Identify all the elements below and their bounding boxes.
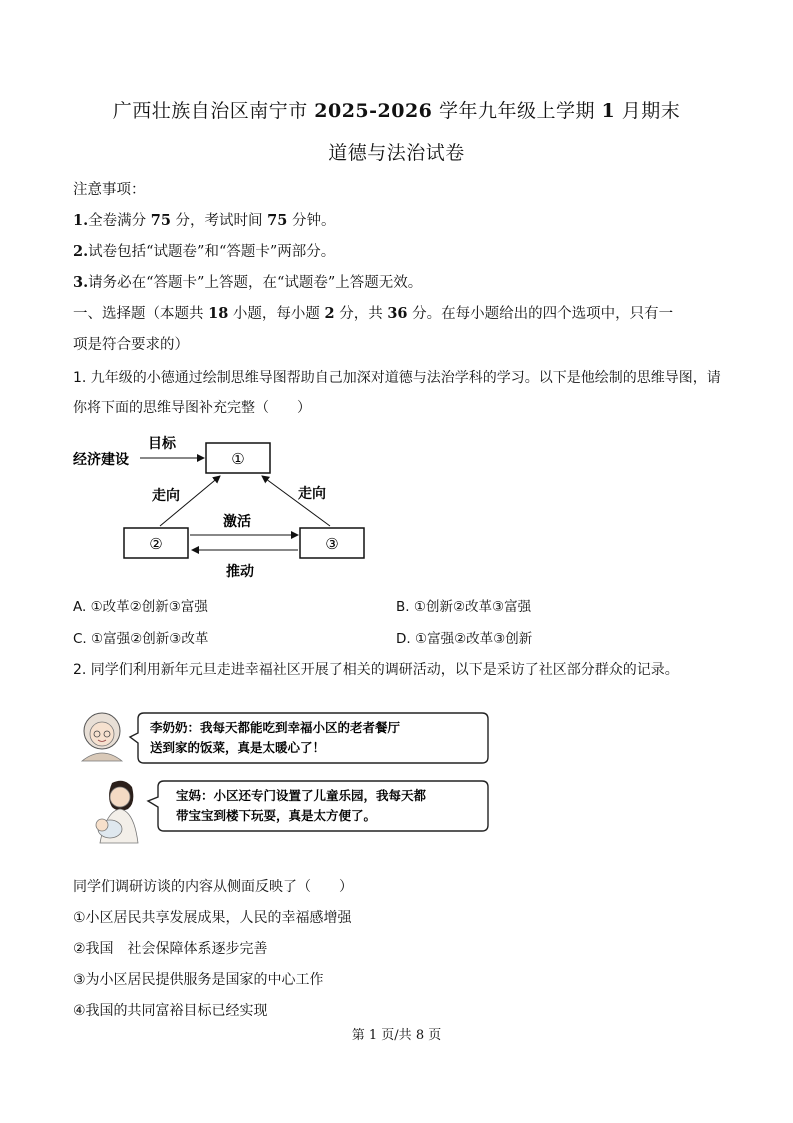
exam-title-line2: 道德与法治试卷 xyxy=(328,142,465,164)
exam-title-line1 xyxy=(0,96,793,123)
notice-num: 3. xyxy=(73,274,89,291)
q1-option-a[interactable]: A. ①改革②创新③富强 xyxy=(73,599,208,615)
q1-option-d[interactable]: D. ①富强②改革③创新 xyxy=(396,631,533,647)
mother-with-baby-icon xyxy=(96,781,138,843)
grandma-quote-line1: 李奶奶：我每天都能吃到幸福小区的老者餐厅 xyxy=(150,720,401,735)
notice-item-3 xyxy=(73,271,723,292)
grandma-avatar-icon xyxy=(82,713,122,761)
q2-item-4: ④我国的共同富裕目标已经实现 xyxy=(73,1003,268,1019)
q1-option-b[interactable]: B. ①创新②改革③富强 xyxy=(396,599,532,615)
q2-item-2: ②我国 社会保障体系逐步完善 xyxy=(73,941,268,957)
notice-text: 试卷包括“试题卷”和“答题卡”两部分。 xyxy=(88,244,336,260)
section-text: 分。在每小题给出的四个选项中，只有一 xyxy=(407,306,674,322)
promote-label: 推动 xyxy=(226,564,254,580)
section-heading xyxy=(73,302,723,323)
title-prefix: 广西壮族自治区南宁市 xyxy=(112,100,315,122)
notice-score: 75 xyxy=(150,212,171,229)
grandma-quote-line2: 送到家的饭菜，真是太暖心了！ xyxy=(150,740,326,755)
q1-option-c[interactable]: C. ①富强②创新③改革 xyxy=(73,631,209,647)
right-arrow-label: 走向 xyxy=(298,486,326,502)
notice-item-1 xyxy=(73,209,723,230)
section-text: 分，共 xyxy=(334,306,388,322)
q2-question: 同学们调研访谈的内容从侧面反映了（ ） xyxy=(73,879,353,895)
box-2-label: ② xyxy=(149,535,163,553)
title-year: 2025-2026 xyxy=(314,100,433,122)
q1-stem-line2: 你将下面的思维导图补充完整（ ） xyxy=(73,400,311,416)
title-month: 1 xyxy=(601,100,616,122)
notice-num: 1. xyxy=(73,212,89,229)
notice-text: 请务必在“答题卡”上答题，在“试题卷”上答题无效。 xyxy=(88,275,423,291)
notice-text: 分钟。 xyxy=(287,213,336,229)
q2-interview-illustration xyxy=(72,703,492,853)
box-1-label: ① xyxy=(231,450,245,468)
notice-num: 2. xyxy=(73,243,89,260)
section-per-score: 2 xyxy=(324,305,335,322)
notice-text: 全卷满分 xyxy=(88,213,151,229)
economic-construction-label: 经济建设 xyxy=(73,452,129,468)
q1-stem-line1: 1. 九年级的小德通过绘制思维导图帮助自己加深对道德与法治学科的学习。以下是他绘制的思维导图，请 xyxy=(73,370,721,386)
notice-item-2 xyxy=(73,240,723,261)
target-label: 目标 xyxy=(148,436,176,452)
box-3-label: ③ xyxy=(325,535,339,553)
section-text: 一、选择题（本题共 xyxy=(73,306,209,322)
title-suffix: 月期末 xyxy=(615,100,681,122)
q2-item-3: ③为小区居民提供服务是国家的中心工作 xyxy=(73,972,324,988)
activate-label: 激活 xyxy=(223,514,251,530)
q2-item-1: ①小区居民共享发展成果，人民的幸福感增强 xyxy=(73,910,352,926)
section-total: 36 xyxy=(387,305,408,322)
mother-quote-line2: 带宝宝到楼下玩耍，真是太方便了。 xyxy=(176,808,377,823)
notice-text: 分，考试时间 xyxy=(170,213,268,229)
page-footer: 第 1 页/共 8 页 xyxy=(351,1028,442,1043)
q2-stem: 2. 同学们利用新年元旦走进幸福社区开展了相关的调研活动，以下是采访了社区部分群众的记录。 xyxy=(73,662,679,678)
mother-quote-line1: 宝妈：小区还专门设置了儿童乐园，我每天都 xyxy=(176,788,427,803)
notice-heading: 注意事项： xyxy=(73,182,146,198)
title-mid: 学年九年级上学期 xyxy=(432,100,602,122)
notice-time: 75 xyxy=(267,212,288,229)
section-text: 小题，每小题 xyxy=(228,306,325,322)
q1-mind-map xyxy=(60,425,390,585)
section-heading-line2: 项是符合要求的） xyxy=(73,337,189,353)
left-arrow-label: 走向 xyxy=(152,488,180,504)
section-count: 18 xyxy=(208,305,229,322)
